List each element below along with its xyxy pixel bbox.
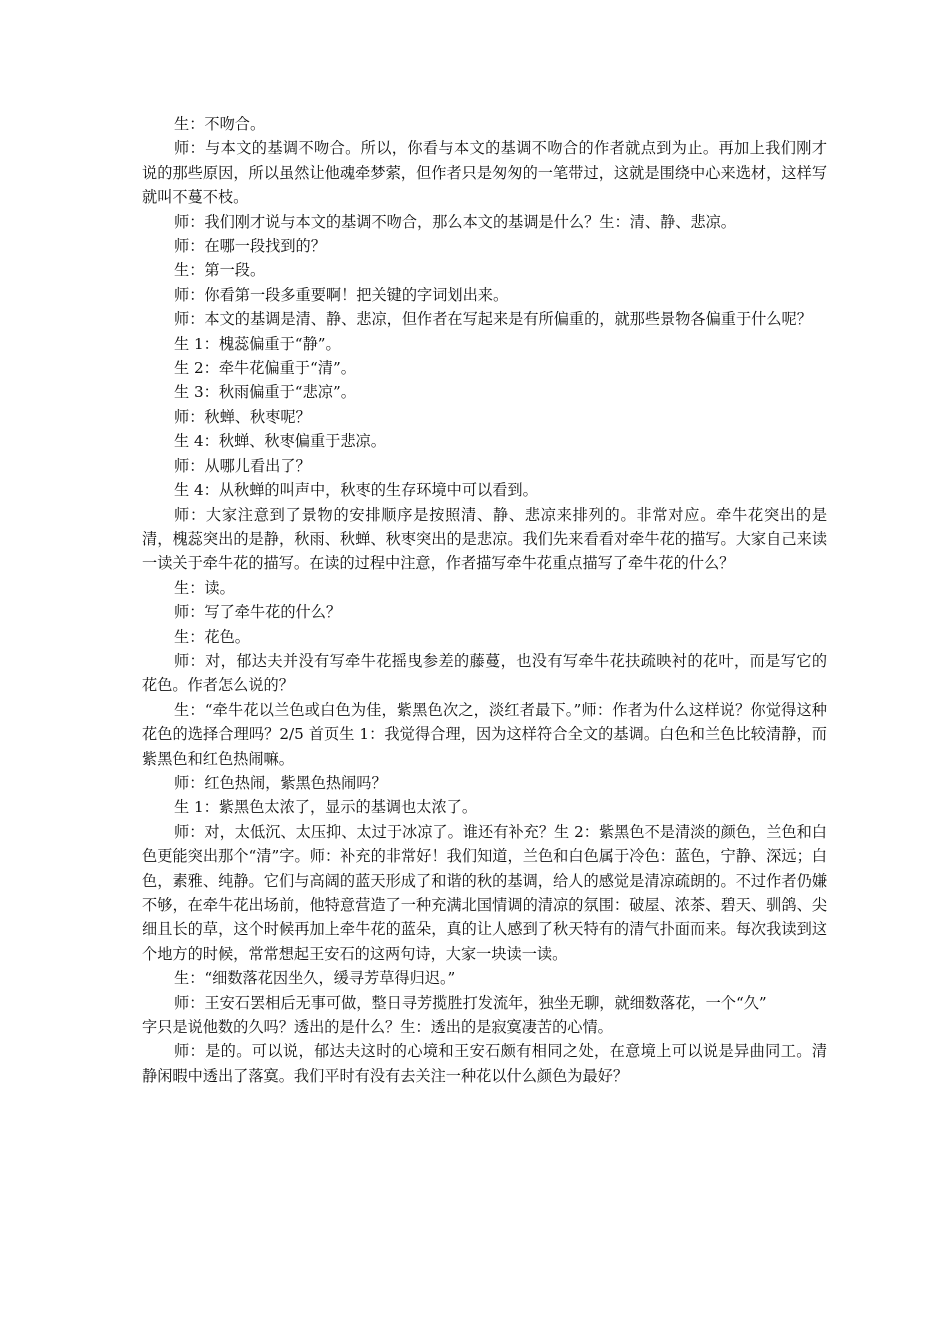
paragraph: 师：大家注意到了景物的安排顺序是按照清、静、悲凉来排列的。非常对应。牵牛花突出的是清，槐蕊突出的是静，秋雨、秋蝉、秋枣突出的是悲凉。我们先来看看对牵牛花的描写。大家自己来读一读关于牵牛花的描写。在读的过程中注意，作者描写牵牛花重点描写了牵牛花的什么？ — [142, 505, 827, 573]
paragraph: 师：写了牵牛花的什么？ — [174, 603, 342, 622]
paragraph: 生：第一段。 — [174, 261, 266, 280]
paragraph: 生：读。 — [174, 578, 235, 597]
paragraph: 师：你看第一段多重要啊！把关键的字词划出来。 — [174, 285, 509, 304]
paragraph: 生 3：秋雨偏重于“悲凉”。 — [174, 383, 356, 402]
paragraph: 师：王安石罢相后无事可做，整日寻芳揽胜打发流年，独坐无聊，就细数落花，一个“久” — [174, 993, 767, 1012]
paragraph: 师：红色热闹，紫黑色热闹吗？ — [174, 773, 387, 792]
paragraph: 生 1：槐蕊偏重于“静”。 — [174, 334, 341, 353]
paragraph: 师：秋蝉、秋枣呢？ — [174, 407, 311, 426]
paragraph: 生 4：秋蝉、秋枣偏重于悲凉。 — [174, 432, 386, 451]
paragraph: 生 1：紫黑色太浓了，显示的基调也太浓了。 — [174, 798, 478, 817]
paragraph: 生 4：从秋蝉的叫声中，秋枣的生存环境中可以看到。 — [174, 481, 538, 500]
paragraph: 师：与本文的基调不吻合。所以，你看与本文的基调不吻合的作者就点到为止。再加上我们刚才说的那些原因，所以虽然让他魂牵梦萦，但作者只是匆匆的一笔带过，这就是围绕中心来选材，这样写就叫不蔓不枝。 — [142, 139, 827, 207]
paragraph: 师：对，太低沉、太压抑、太过于冰凉了。谁还有补充？生 2：紫黑色不是清淡的颜色，兰色和白色更能突出那个“清”字。师：补充的非常好！我们知道，兰色和白色属于冷色：蓝色，宁静、深远；白色，素雅、纯静。它们与高阔的蓝天形成了和谐的秋的基调，给人的感觉是清凉疏朗的。不过作者仍嫌不够，在牵牛花出场前，他特意营造了一种充满北国情调的清凉的氛围：破屋、浓茶、碧天、驯鸽、尖细且长的草，这个时候再加上牵牛花的蓝朵，真的让人感到了秋天特有的清气扑面而来。每次我读到这个地方的时候，常常想起王安石的这两句诗，大家一块读一读。 — [142, 822, 827, 963]
paragraph: 师：在哪一段找到的？ — [174, 237, 326, 256]
document-body — [142, 112, 827, 1088]
paragraph: 师：是的。可以说，郁达夫这时的心境和王安石颇有相同之处，在意境上可以说是异曲同工。清静闲暇中透出了落寞。我们平时有没有去关注一种花以什么颜色为最好？ — [142, 1042, 827, 1085]
paragraph: 生 2：牵牛花偏重于“清”。 — [174, 359, 356, 378]
paragraph: 师：我们刚才说与本文的基调不吻合，那么本文的基调是什么？生：清、静、悲凉。 — [174, 212, 736, 231]
paragraph: 字只是说他数的久吗？透出的是什么？生：透出的是寂寞凄苦的心情。 — [142, 1018, 613, 1037]
paragraph: 师：对，郁达夫并没有写牵牛花摇曳参差的藤蔓，也没有写牵牛花扶疏映衬的花叶，而是写它的花色。作者怎么说的？ — [142, 651, 827, 695]
paragraph: 生：不吻合。 — [174, 115, 266, 133]
paragraph: 师：本文的基调是清、静、悲凉，但作者在写起来是有所偏重的，就那些景物各偏重于什么呢？ — [174, 310, 812, 329]
paragraph: 生：“细数落花因坐久，缓寻芳草得归迟。” — [174, 969, 456, 988]
paragraph: 生：“牵牛花以兰色或白色为佳，紫黑色次之，淡红者最下。”师：作者为什么这样说？你觉得这种花色的选择合理吗？2/5 首页生 1：我觉得合理，因为这样符合全文的基调。白色和兰色比较清静，而紫黑色和红色热闹嘛。 — [142, 700, 827, 768]
paragraph: 生：花色。 — [174, 627, 250, 646]
paragraph: 师：从哪儿看出了？ — [174, 456, 311, 475]
